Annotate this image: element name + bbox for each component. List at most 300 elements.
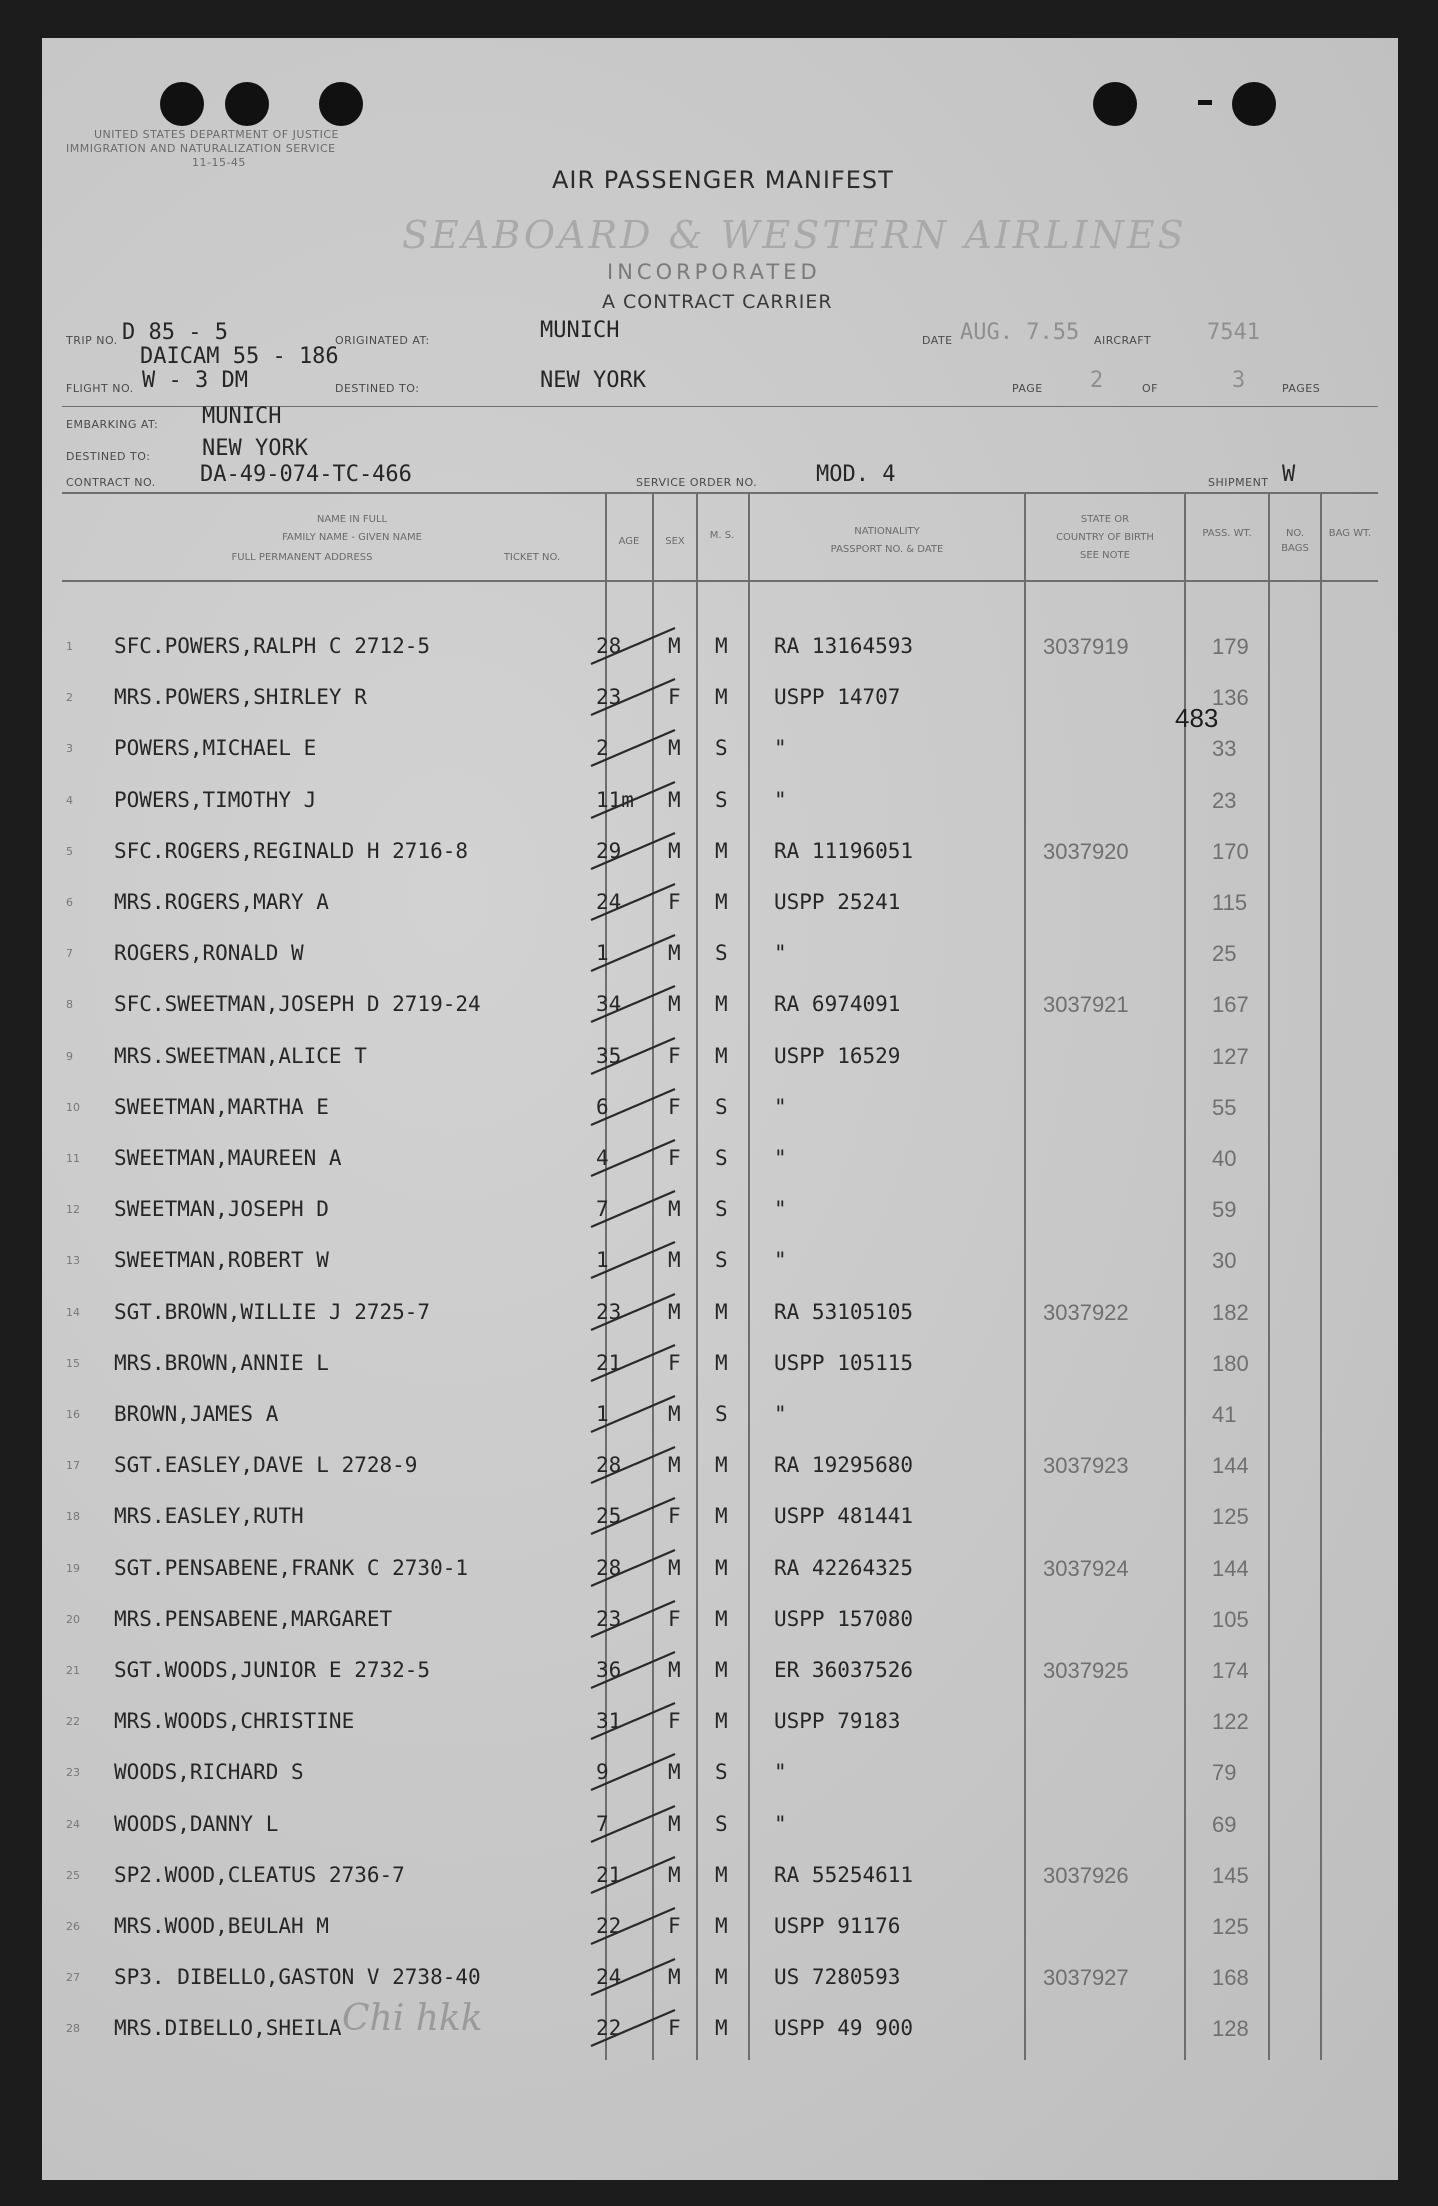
passenger-weight: 180 [1212, 1350, 1249, 1376]
passenger-name: POWERS,MICHAEL E [114, 736, 317, 761]
passenger-marital-status: S [715, 941, 728, 966]
passenger-age: 25 [596, 1504, 622, 1529]
passenger-passport: RA 42264325 [774, 1555, 914, 1580]
passenger-name: MRS.WOOD,BEULAH M [114, 1914, 329, 1938]
passenger-sex: F [668, 1043, 681, 1068]
passenger-passport: USPP 16529 [774, 1043, 901, 1068]
punch-hole [1093, 82, 1137, 126]
row-number: 21 [66, 1664, 80, 1677]
passenger-name: WOODS,RICHARD S [114, 1760, 304, 1785]
passenger-age: 28 [596, 634, 622, 658]
agency-form: 11-15-45 [192, 156, 246, 169]
passenger-weight: 170 [1212, 838, 1249, 864]
table-row [42, 1183, 1398, 1234]
manifest-title: AIR PASSENGER MANIFEST [552, 166, 894, 194]
destined2-value: NEW YORK [202, 436, 308, 461]
passenger-weight: 59 [1212, 1197, 1237, 1223]
passenger-sex: M [668, 1658, 681, 1682]
passenger-age: 28 [596, 1555, 622, 1580]
check-mark [587, 1902, 682, 1948]
passenger-marital-status: M [715, 1299, 728, 1324]
aircraft-value: 7541 [1207, 320, 1260, 345]
passenger-passport: " [774, 787, 787, 812]
passenger-marital-status: M [715, 1504, 728, 1529]
passenger-weight: 136 [1212, 685, 1249, 711]
passenger-passport: " [774, 736, 787, 761]
passenger-weight: 105 [1212, 1606, 1249, 1632]
passenger-age: 23 [596, 1299, 622, 1324]
passenger-name: SP2.WOOD,CLEATUS 2736-7 [114, 1862, 405, 1887]
col-address: FULL PERMANENT ADDRESS [231, 552, 373, 563]
date-label: DATE [922, 334, 953, 347]
row-number: 3 [66, 742, 73, 756]
check-mark [587, 1083, 682, 1129]
table-row [42, 1951, 1398, 2002]
passenger-name: ROGERS,RONALD W [114, 941, 304, 966]
service-order-value: MOD. 4 [816, 462, 896, 487]
punch-hole [160, 82, 204, 126]
passenger-birth-cert: 3037921 [1043, 992, 1129, 1018]
contract-value: DA-49-074-TC-466 [200, 462, 412, 487]
passenger-weight: 23 [1212, 787, 1237, 813]
passenger-weight: 125 [1212, 1914, 1249, 1939]
passenger-age: 4 [596, 1146, 609, 1170]
col-state: STATE OR [1080, 514, 1130, 525]
row-number: 6 [66, 896, 73, 909]
check-mark [587, 878, 682, 924]
row-number: 11 [66, 1152, 80, 1165]
passenger-weight: 122 [1212, 1709, 1249, 1735]
passenger-sex: M [668, 1760, 681, 1785]
passenger-sex: M [668, 1862, 681, 1887]
row-number: 8 [66, 998, 73, 1012]
passenger-sex: F [668, 890, 681, 914]
passenger-name: SFC.POWERS,RALPH C 2712-5 [114, 634, 431, 658]
passenger-passport: USPP 105115 [774, 1350, 914, 1375]
punch-mark [1198, 100, 1212, 105]
passenger-age: 21 [596, 1862, 622, 1887]
punch-hole [225, 82, 269, 126]
daicam-value: DAICAM 55 - 186 [140, 344, 339, 369]
passenger-weight: 69 [1212, 1811, 1237, 1837]
passenger-marital-status: M [715, 1606, 728, 1631]
check-mark [587, 1953, 682, 1999]
passenger-weight: 128 [1212, 2016, 1249, 2042]
table-row [42, 1030, 1398, 1081]
passenger-sex: M [668, 1299, 681, 1324]
passenger-name: MRS.ROGERS,MARY A [114, 890, 329, 914]
passenger-passport: " [774, 1248, 787, 1273]
passenger-passport: RA 19295680 [774, 1453, 914, 1478]
row-number: 7 [66, 947, 73, 961]
row-number: 16 [66, 1408, 80, 1421]
passenger-name: MRS.DIBELLO,SHEILA [114, 2016, 342, 2041]
passenger-age: 22 [596, 2016, 622, 2041]
row-number: 5 [66, 844, 73, 858]
originated-value: MUNICH [540, 318, 620, 343]
passenger-sex: F [668, 2016, 681, 2041]
passenger-weight: 179 [1212, 634, 1249, 659]
check-mark [587, 1697, 682, 1743]
agency-line1: UNITED STATES DEPARTMENT OF JUSTICE [94, 128, 340, 141]
col-ticket: TICKET NO. [503, 552, 561, 563]
passenger-passport: US 7280593 [774, 1965, 901, 1990]
pages-label: PAGES [1282, 382, 1321, 395]
check-mark [587, 980, 682, 1026]
table-row [42, 774, 1398, 825]
passenger-age: 7 [596, 1811, 609, 1836]
passenger-weight: 40 [1212, 1146, 1237, 1171]
passenger-sex: M [668, 838, 681, 863]
passenger-weight: 145 [1212, 1862, 1249, 1888]
passenger-birth-cert: 3037920 [1043, 838, 1129, 864]
passenger-name: MRS.EASLEY,RUTH [114, 1504, 304, 1529]
passenger-passport: USPP 79183 [774, 1709, 901, 1734]
table-row [42, 876, 1398, 927]
row-number: 9 [66, 1049, 73, 1063]
passenger-passport: " [774, 941, 787, 966]
passenger-age: 23 [596, 685, 622, 710]
passenger-name: SFC.ROGERS,REGINALD H 2716-8 [114, 838, 469, 863]
passenger-marital-status: S [715, 1760, 728, 1785]
passenger-marital-status: M [715, 685, 728, 710]
passenger-marital-status: M [715, 890, 728, 914]
table-row [42, 978, 1398, 1029]
passenger-marital-status: M [715, 1453, 728, 1478]
table-row [42, 1593, 1398, 1644]
passenger-sex: F [668, 1504, 681, 1529]
passenger-sex: M [668, 787, 681, 812]
passenger-sex: F [668, 1350, 681, 1375]
manifest-page [42, 38, 1398, 2180]
passenger-passport: RA 53105105 [774, 1299, 914, 1324]
punch-hole [1232, 82, 1276, 126]
table-row [42, 1081, 1398, 1132]
passenger-marital-status: S [715, 1094, 728, 1119]
row-number: 27 [66, 1971, 80, 1985]
handwritten-annotation: 483 [1175, 703, 1219, 733]
originated-label: ORIGINATED AT: [335, 334, 430, 347]
passenger-age: 9 [596, 1760, 609, 1785]
table-row [42, 620, 1398, 671]
passenger-sex: M [668, 736, 681, 761]
table-row [42, 1388, 1398, 1439]
check-mark [587, 1134, 682, 1180]
row-number: 28 [66, 2022, 80, 2036]
passenger-marital-status: S [715, 1248, 728, 1273]
page-value: 2 [1090, 368, 1104, 393]
table-row [42, 1337, 1398, 1388]
check-mark [587, 1032, 682, 1078]
passenger-marital-status: M [715, 1043, 728, 1068]
passenger-passport: ER 36037526 [774, 1658, 914, 1682]
passenger-marital-status: M [715, 1658, 728, 1682]
passenger-age: 34 [596, 992, 622, 1017]
shipment-label: SHIPMENT [1208, 476, 1269, 489]
destined-label: DESTINED TO: [335, 382, 420, 395]
row-number: 4 [66, 793, 73, 807]
passenger-name: BROWN,JAMES A [114, 1402, 279, 1426]
passenger-birth-cert: 3037923 [1043, 1453, 1129, 1479]
passenger-age: 7 [596, 1197, 609, 1222]
col-sex: SEX [665, 536, 685, 547]
table-row [42, 927, 1398, 978]
check-mark [587, 622, 682, 668]
passenger-sex: M [668, 1811, 681, 1836]
signature: Chi hkk [342, 1998, 483, 2039]
passenger-age: 31 [596, 1709, 622, 1734]
passenger-name: SWEETMAN,ROBERT W [114, 1248, 329, 1273]
check-mark [587, 929, 682, 975]
passenger-marital-status: M [715, 1862, 728, 1887]
passenger-name: MRS.WOODS,CHRISTINE [114, 1709, 355, 1734]
passenger-sex: F [668, 685, 681, 710]
passenger-age: 2 [596, 736, 609, 761]
col-see-note: SEE NOTE [1080, 550, 1130, 561]
passenger-weight: 115 [1212, 890, 1248, 915]
col-nationality: NATIONALITY [854, 526, 920, 537]
row-number: 19 [66, 1561, 80, 1575]
passenger-marital-status: S [715, 1402, 728, 1426]
passenger-name: SWEETMAN,JOSEPH D [114, 1197, 329, 1222]
embarking-label: EMBARKING AT: [66, 418, 159, 431]
passenger-age: 1 [596, 1402, 609, 1426]
col-age: AGE [618, 536, 640, 547]
row-number: 2 [66, 691, 73, 705]
passenger-name: MRS.BROWN,ANNIE L [114, 1350, 329, 1375]
date-value: AUG. 7.55 [960, 320, 1080, 345]
trip-value: D 85 - 5 [122, 320, 228, 345]
passenger-sex: F [668, 1146, 681, 1170]
passenger-marital-status: M [715, 1350, 728, 1375]
passenger-weight: 55 [1212, 1094, 1237, 1120]
check-mark [587, 1339, 682, 1385]
passenger-name: SWEETMAN,MAUREEN A [114, 1146, 342, 1170]
contract-carrier-label: A CONTRACT CARRIER [602, 291, 833, 313]
row-number: 18 [66, 1510, 80, 1524]
passenger-sex: M [668, 1453, 681, 1478]
passenger-birth-cert: 3037924 [1043, 1555, 1129, 1581]
check-mark [587, 1800, 682, 1846]
passenger-birth-cert: 3037922 [1043, 1299, 1129, 1325]
passenger-marital-status: M [715, 634, 728, 658]
service-order-label: SERVICE ORDER NO. [636, 476, 758, 489]
passenger-sex: M [668, 992, 681, 1017]
passenger-age: 24 [596, 890, 622, 914]
passenger-weight: 25 [1212, 941, 1237, 967]
incorporated-label: INCORPORATED [607, 260, 821, 284]
page-label: PAGE [1012, 382, 1043, 395]
passenger-passport: RA 11196051 [774, 838, 914, 863]
table-row [42, 1644, 1398, 1695]
passenger-name: SGT.BROWN,WILLIE J 2725-7 [114, 1299, 431, 1324]
passenger-sex: M [668, 1965, 681, 1990]
table-row [42, 1900, 1398, 1951]
passenger-marital-status: S [715, 736, 728, 761]
passenger-marital-status: S [715, 1197, 728, 1222]
table-row [42, 1286, 1398, 1337]
passenger-sex: F [668, 1094, 681, 1119]
table-header-rule [62, 580, 1378, 582]
passenger-age: 11m [596, 787, 634, 812]
table-row [42, 2002, 1398, 2053]
check-mark [587, 1646, 682, 1692]
destined2-label: DESTINED TO: [66, 450, 151, 463]
passenger-marital-status: M [715, 1965, 728, 1990]
row-number: 15 [66, 1356, 80, 1370]
passenger-age: 29 [596, 838, 622, 863]
row-number: 20 [66, 1612, 80, 1626]
check-mark [587, 1185, 682, 1231]
check-mark [587, 1748, 682, 1794]
table-row [42, 1439, 1398, 1490]
passenger-name: MRS.PENSABENE,MARGARET [114, 1606, 393, 1631]
passenger-age: 21 [596, 1350, 622, 1375]
table-row [42, 1542, 1398, 1593]
shipment-value: W [1282, 462, 1296, 487]
passenger-sex: F [668, 1606, 681, 1631]
passenger-age: 22 [596, 1914, 622, 1938]
flight-value: W - 3 DM [142, 368, 248, 393]
passenger-weight: 144 [1212, 1453, 1249, 1479]
row-number: 13 [66, 1254, 80, 1268]
trip-label: TRIP NO. [66, 334, 118, 347]
aircraft-label: AIRCRAFT [1094, 334, 1152, 347]
passenger-passport: USPP 14707 [774, 685, 901, 710]
check-mark [587, 1441, 682, 1487]
passenger-weight: 182 [1212, 1299, 1249, 1325]
passenger-passport: USPP 91176 [774, 1914, 901, 1938]
row-number: 10 [66, 1100, 80, 1114]
passenger-name: WOODS,DANNY L [114, 1811, 279, 1836]
check-mark [587, 673, 682, 719]
passenger-passport: " [774, 1094, 787, 1119]
check-mark [587, 1236, 682, 1282]
col-no-bags: NO. BAGS [1281, 528, 1309, 554]
passenger-sex: M [668, 1197, 681, 1222]
passenger-marital-status: S [715, 1811, 728, 1836]
passenger-sex: M [668, 941, 681, 966]
col-country: COUNTRY OF BIRTH [1056, 532, 1154, 543]
row-number: 14 [66, 1305, 80, 1319]
check-mark [587, 1595, 682, 1641]
passenger-name: SGT.PENSABENE,FRANK C 2730-1 [114, 1555, 469, 1580]
passenger-sex: M [668, 1248, 681, 1273]
passenger-passport: USPP 157080 [774, 1606, 914, 1631]
passenger-marital-status: M [715, 1709, 728, 1734]
row-number: 26 [66, 1920, 80, 1933]
row-number: 17 [66, 1459, 80, 1473]
passenger-birth-cert: 3037926 [1043, 1862, 1129, 1888]
passenger-marital-status: M [715, 2016, 728, 2041]
passenger-passport: RA 6974091 [774, 992, 901, 1017]
check-mark [587, 776, 682, 822]
passenger-marital-status: S [715, 787, 728, 812]
passenger-birth-cert: 3037919 [1043, 634, 1129, 659]
passenger-weight: 144 [1212, 1555, 1249, 1581]
check-mark [587, 1851, 682, 1897]
passenger-age: 6 [596, 1094, 609, 1119]
table-row [42, 1695, 1398, 1746]
passenger-weight: 79 [1212, 1760, 1237, 1786]
check-mark [587, 1544, 682, 1590]
table-row [42, 1849, 1398, 1900]
passenger-birth-cert: 3037927 [1043, 1965, 1129, 1991]
passenger-name: SGT.EASLEY,DAVE L 2728-9 [114, 1453, 418, 1478]
passenger-marital-status: M [715, 992, 728, 1017]
table-row [42, 1132, 1398, 1183]
passenger-name: POWERS,TIMOTHY J [114, 787, 317, 812]
flight-label: FLIGHT NO. [66, 382, 134, 395]
row-number: 24 [66, 1817, 80, 1831]
destined-value: NEW YORK [540, 368, 646, 393]
col-passport: PASSPORT NO. & DATE [830, 544, 944, 555]
passenger-weight: 174 [1212, 1658, 1249, 1683]
passenger-passport: RA 55254611 [774, 1862, 914, 1887]
passenger-age: 1 [596, 1248, 609, 1273]
passenger-name: SGT.WOODS,JUNIOR E 2732-5 [114, 1658, 431, 1682]
passenger-weight: 41 [1212, 1402, 1237, 1427]
passenger-birth-cert: 3037925 [1043, 1658, 1129, 1683]
carrier-name: SEABOARD & WESTERN AIRLINES [402, 213, 1187, 257]
passenger-marital-status: M [715, 1555, 728, 1580]
passenger-marital-status: M [715, 838, 728, 863]
passenger-name: MRS.POWERS,SHIRLEY R [114, 685, 367, 710]
table-row [42, 825, 1398, 876]
passenger-name: SP3. DIBELLO,GASTON V 2738-40 [114, 1965, 481, 1990]
check-mark [587, 827, 682, 873]
passenger-sex: M [668, 1555, 681, 1580]
table-row [42, 1490, 1398, 1541]
passenger-weight: 125 [1212, 1504, 1249, 1530]
passenger-age: 35 [596, 1043, 622, 1068]
passenger-weight: 30 [1212, 1248, 1237, 1274]
table-row [42, 1746, 1398, 1797]
row-number: 25 [66, 1868, 80, 1882]
passenger-name: SFC.SWEETMAN,JOSEPH D 2719-24 [114, 992, 481, 1017]
pages-value: 3 [1232, 368, 1246, 393]
passenger-age: 28 [596, 1453, 622, 1478]
embarking-value: MUNICH [202, 404, 282, 429]
passenger-passport: USPP 49 900 [774, 2016, 914, 2041]
passenger-age: 23 [596, 1606, 622, 1631]
col-ms: M. S. [709, 530, 735, 541]
check-mark [587, 2004, 682, 2050]
row-number: 22 [66, 1715, 80, 1729]
passenger-weight: 167 [1212, 992, 1249, 1018]
passenger-age: 24 [596, 1965, 622, 1990]
row-number: 1 [66, 640, 73, 653]
passenger-age: 36 [596, 1658, 622, 1682]
passenger-marital-status: M [715, 1914, 728, 1938]
table-row [42, 1798, 1398, 1849]
check-mark [587, 1390, 682, 1436]
punch-hole [319, 82, 363, 126]
check-mark [587, 724, 682, 770]
passenger-sex: M [668, 634, 681, 658]
check-mark [587, 1288, 682, 1334]
passenger-weight: 168 [1212, 1965, 1249, 1991]
row-number: 12 [66, 1203, 80, 1217]
check-mark [587, 1492, 682, 1538]
col-name: NAME IN FULL [316, 514, 388, 525]
table-row [42, 1234, 1398, 1285]
passenger-age: 1 [596, 941, 609, 966]
passenger-passport: " [774, 1146, 787, 1170]
row-number: 23 [66, 1766, 80, 1780]
passenger-weight: 127 [1212, 1043, 1249, 1069]
passenger-passport: " [774, 1811, 787, 1836]
